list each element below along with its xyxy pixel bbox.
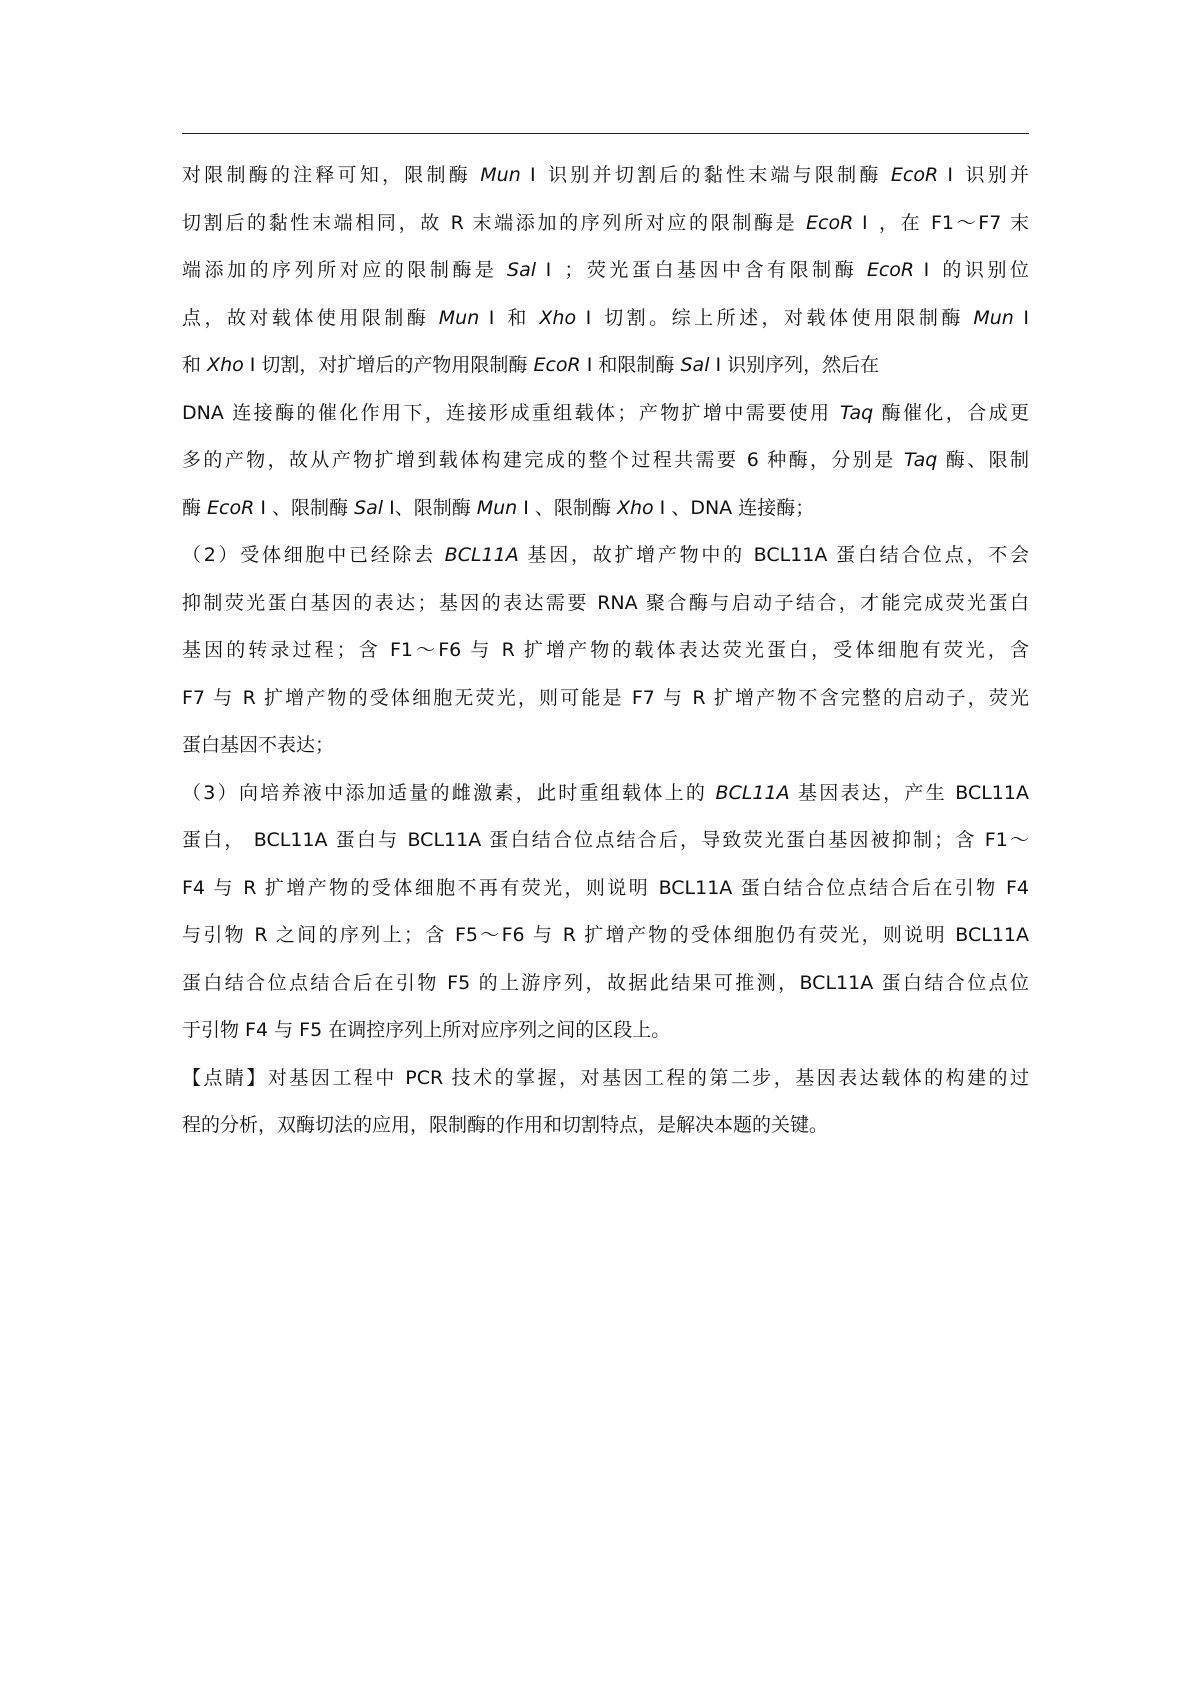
text-line (182, 770, 1029, 818)
text-segment: （3）向培养液中添加适量的雌激素，此时重组载体上的 (182, 781, 716, 804)
text-segment: 程的分析，双酶切法的应用，限制酶的作用和切割特点，是解决本题的关键。 (182, 1114, 829, 1136)
text-segment: 对限制酶的注释可知，限制酶 (182, 164, 481, 186)
text-segment: Ⅰ 和 (479, 306, 540, 329)
text-segment: Ⅰ、限制酶 (383, 496, 477, 519)
text-segment: 蛋白结合位点结合后在引物 F5 的上游序列，故据此结果可推测，BCL11A 蛋白结合位点位 (182, 971, 1029, 994)
document-body (182, 152, 1029, 1150)
text-segment: 基因表达，产生 BCL11A (789, 781, 1029, 804)
text-segment: 酶 (182, 496, 208, 519)
text-line (182, 390, 1029, 438)
italic-term: BCL11A (444, 544, 519, 566)
italic-term: EcoR (866, 259, 915, 281)
text-segment: 和 (182, 354, 208, 376)
text-segment: 与引物 R 之间的序列上；含 F5～F6 与 R 扩增产物的受体细胞仍有荧光，则说明 BCL11A (182, 924, 1029, 946)
italic-term: EcoR (533, 354, 581, 376)
italic-term: EcoR (806, 211, 854, 234)
italic-term: Mun (476, 496, 518, 519)
italic-term: Xho (539, 306, 577, 329)
text-segment: （2）受体细胞中已经除去 (182, 544, 445, 566)
text-segment: DNA 连接酶的催化作用下，连接形成重组载体；产物扩增中需要使用 (182, 401, 840, 424)
italic-term: Xho (207, 354, 244, 376)
text-line (182, 817, 1029, 865)
text-segment: Ⅰ 、DNA 连接酶； (653, 496, 815, 519)
text-segment: 多的产物，故从产物扩增到载体构建完成的整个过程共需要 6 种酶，分别是 (182, 449, 905, 471)
text-line (182, 865, 1029, 913)
text-segment: 蛋白， BCL11A 蛋白与 BCL11A 蛋白结合位点结合后，导致荧光蛋白基因被抑制；含 F1～ (182, 829, 1029, 851)
text-segment: Ⅰ 识别序列，然后在 (709, 354, 880, 376)
text-line (182, 1007, 1029, 1055)
header-rule (182, 133, 1029, 134)
text-line (182, 675, 1029, 723)
text-segment: 于引物 F4 与 F5 在调控序列上所对应序列之间的区段上。 (182, 1019, 671, 1041)
text-line (182, 200, 1029, 248)
italic-term: Xho (616, 496, 654, 519)
text-segment: Ⅰ ，在 F1～F7 末 (853, 211, 1029, 234)
text-segment: 抑制荧光蛋白基因的表达；基因的表达需要 RNA 聚合酶与启动子结合，才能完成荧光蛋白 (182, 591, 1029, 614)
text-line (182, 485, 1029, 533)
text-line (182, 580, 1029, 628)
italic-term: Sal (507, 259, 537, 281)
text-segment: F4 与 R 扩增产物的受体细胞不再有荧光，则说明 BCL11A 蛋白结合位点结合后在引物 F4 (182, 876, 1029, 899)
text-segment: Ⅰ 的识别位 (914, 259, 1029, 281)
text-segment: 【点睛】对基因工程中 PCR 技术的掌握，对基因工程的第二步，基因表达载体的构建的过 (182, 1066, 1029, 1089)
text-segment: 酶、限制 (937, 449, 1029, 471)
text-line (182, 960, 1029, 1008)
text-segment: Ⅰ ；荧光蛋白基因中含有限制酶 (536, 259, 867, 281)
text-segment: Ⅰ 识别并切割后的黏性末端与限制酶 (520, 164, 891, 186)
text-line (182, 532, 1029, 580)
italic-term: Mun (480, 164, 521, 186)
text-line (182, 437, 1029, 485)
text-segment: 点，故对载体使用限制酶 (182, 306, 439, 329)
text-segment: 切割后的黏性末端相同，故 R 末端添加的序列所对应的限制酶是 (182, 211, 807, 234)
text-segment: Ⅰ 切割。综上所述，对载体使用限制酶 (576, 306, 974, 329)
italic-term: EcoR (890, 164, 939, 186)
text-segment: F7 与 R 扩增产物的受体细胞无荧光，则可能是 F7 与 R 扩增产物不含完整的启动子，荧光 (182, 686, 1029, 709)
italic-term: Taq (904, 449, 938, 471)
text-segment: Ⅰ 识别并 (938, 164, 1029, 186)
text-segment: Ⅰ 、限制酶 (254, 496, 355, 519)
text-segment: Ⅰ 、限制酶 (517, 496, 617, 519)
text-line (182, 152, 1029, 200)
text-segment: Ⅰ 和限制酶 (580, 354, 681, 376)
italic-term: Taq (839, 401, 874, 424)
italic-term: Sal (354, 496, 384, 519)
italic-term: Sal (680, 354, 710, 376)
text-segment: 基因，故扩增产物中的 BCL11A 蛋白结合位点，不会 (518, 544, 1029, 566)
italic-term: Mun (973, 306, 1014, 329)
text-line (182, 342, 1029, 390)
text-segment: Ⅰ (1013, 306, 1029, 329)
italic-term: Mun (438, 306, 480, 329)
text-line (182, 295, 1029, 343)
text-segment: 蛋白基因不表达； (182, 734, 335, 756)
text-segment: 酶催化，合成更 (873, 401, 1029, 424)
text-line (182, 247, 1029, 295)
text-line (182, 722, 1029, 770)
text-line (182, 1102, 1029, 1150)
text-segment: Ⅰ 切割，对扩增后的产物用限制酶 (243, 354, 534, 376)
italic-term: BCL11A (715, 781, 790, 804)
text-line (182, 912, 1029, 960)
text-line (182, 627, 1029, 675)
text-segment: 基因的转录过程；含 F1～F6 与 R 扩增产物的载体表达荧光蛋白，受体细胞有荧光，含 (182, 639, 1029, 661)
text-line (182, 1055, 1029, 1103)
text-segment: 端添加的序列所对应的限制酶是 (182, 259, 508, 281)
italic-term: EcoR (207, 496, 255, 519)
